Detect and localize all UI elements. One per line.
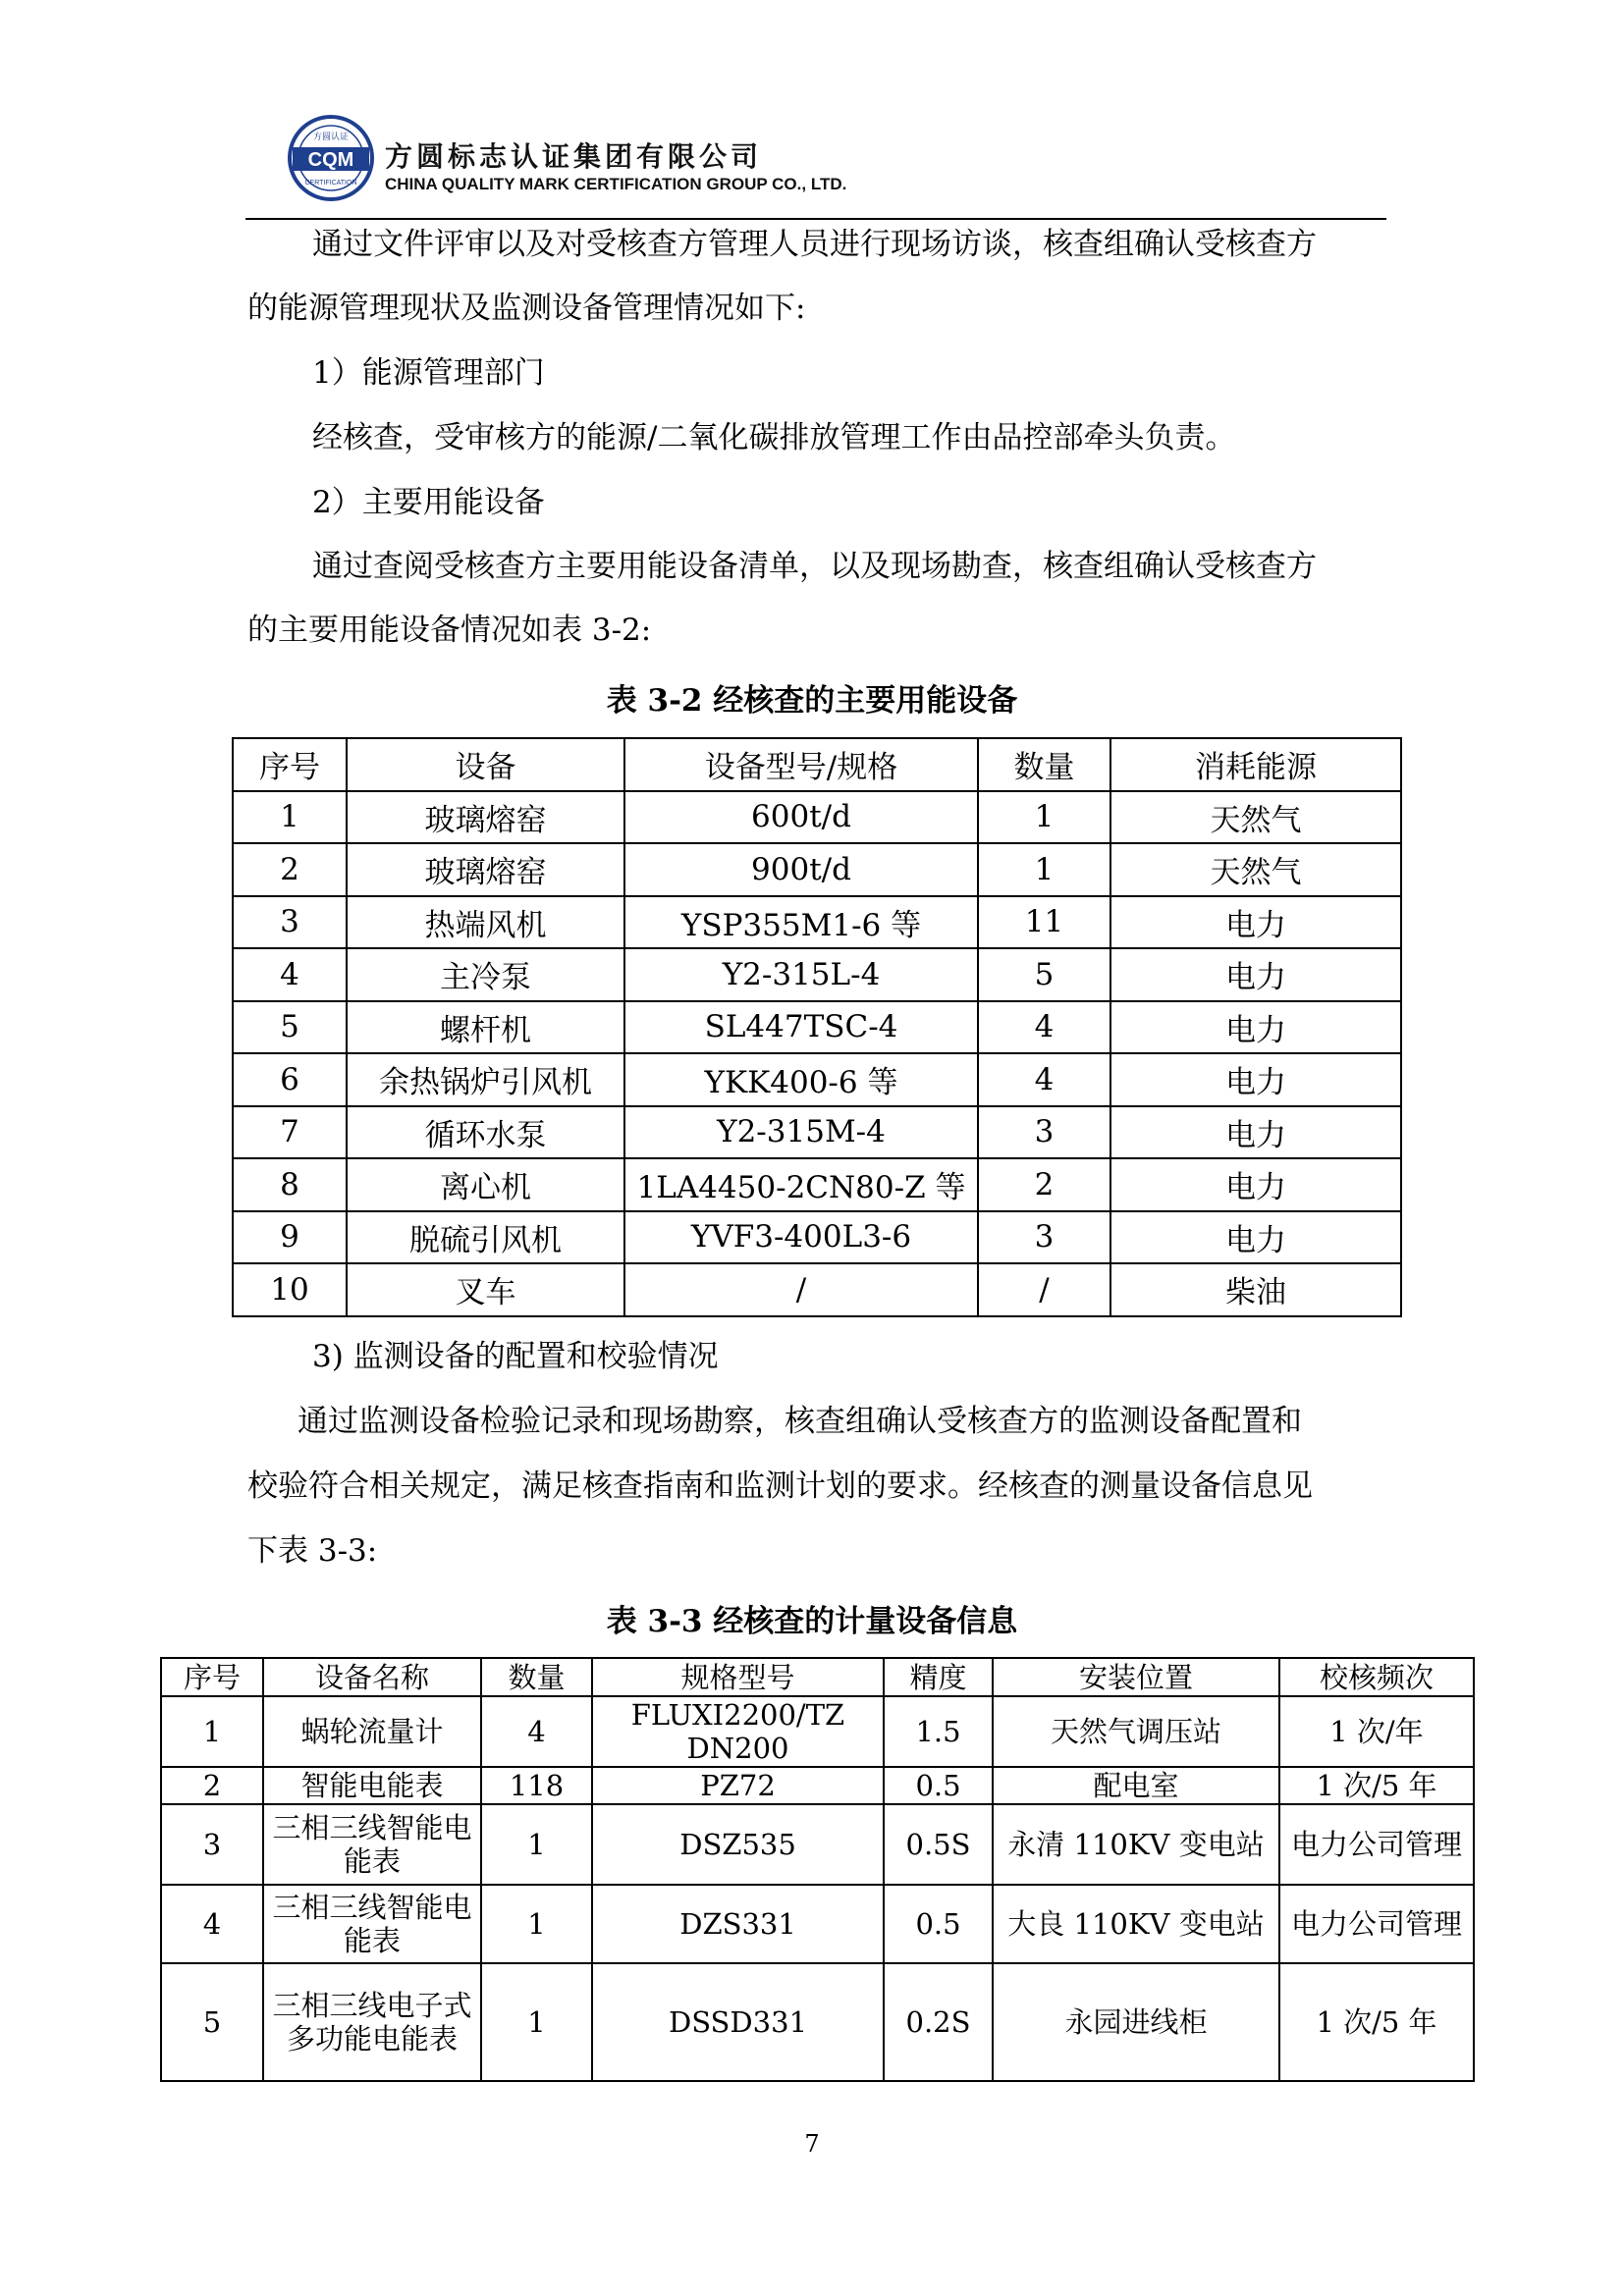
table-cell: 4 bbox=[978, 1053, 1110, 1106]
table-cell: YKK400-6 等 bbox=[624, 1053, 978, 1106]
table-header-row bbox=[233, 738, 1401, 791]
table-cell: DZS331 bbox=[592, 1885, 884, 1963]
table-cell: 1 bbox=[481, 1885, 592, 1963]
table-cell: 1 次/5 年 bbox=[1279, 1767, 1474, 1804]
section-1-title: 1）能源管理部门 bbox=[312, 355, 545, 391]
table-cell: / bbox=[624, 1263, 978, 1316]
table-cell: 1 bbox=[481, 1804, 592, 1885]
table-cell: 4 bbox=[481, 1696, 592, 1767]
table-row bbox=[161, 1767, 1474, 1804]
table-cell: 9 bbox=[233, 1211, 347, 1264]
table-cell: 三相三线智能电能表 bbox=[263, 1885, 481, 1963]
table-3-2-caption: 表 3-2 经核查的主要用能设备 bbox=[606, 683, 1018, 719]
table-cell: 电力 bbox=[1110, 1158, 1401, 1211]
table-cell: 电力 bbox=[1110, 896, 1401, 949]
table-cell: 0.2S bbox=[884, 1963, 993, 2081]
header-cell: 序号 bbox=[161, 1658, 263, 1696]
table-cell: 900t/d bbox=[624, 843, 978, 896]
table-row bbox=[161, 1804, 1474, 1885]
table-cell: 1 次/5 年 bbox=[1279, 1963, 1474, 2081]
header-cell: 消耗能源 bbox=[1110, 738, 1401, 791]
table-row bbox=[233, 1263, 1401, 1316]
table-3-2 bbox=[232, 737, 1402, 1317]
table-cell: 电力 bbox=[1110, 1106, 1401, 1159]
table-cell: PZ72 bbox=[592, 1767, 884, 1804]
header-cell: 设备名称 bbox=[263, 1658, 481, 1696]
table-cell: 2 bbox=[161, 1767, 263, 1804]
table-cell: 4 bbox=[233, 948, 347, 1001]
table-cell: 电力 bbox=[1110, 948, 1401, 1001]
table-cell: 热端风机 bbox=[347, 896, 624, 949]
intro-line-1: 通过文件评审以及对受核查方管理人员进行现场访谈，核查组确认受核查方 bbox=[312, 227, 1317, 262]
table-cell: 10 bbox=[233, 1263, 347, 1316]
table-cell: 1 bbox=[978, 843, 1110, 896]
table-cell: 1 bbox=[161, 1696, 263, 1767]
table-cell: 1 bbox=[481, 1963, 592, 2081]
table-3-3-caption: 表 3-3 经核查的计量设备信息 bbox=[606, 1604, 1018, 1639]
header-cell: 设备 bbox=[347, 738, 624, 791]
table-cell: 螺杆机 bbox=[347, 1001, 624, 1054]
table-cell: 玻璃熔窑 bbox=[347, 791, 624, 844]
table-row bbox=[233, 791, 1401, 844]
table-row bbox=[233, 843, 1401, 896]
cqm-logo bbox=[287, 114, 375, 202]
table-cell: 柴油 bbox=[1110, 1263, 1401, 1316]
table-row bbox=[161, 1885, 1474, 1963]
table-cell: 1 次/年 bbox=[1279, 1696, 1474, 1767]
section-3-title: 3) 监测设备的配置和校验情况 bbox=[312, 1339, 719, 1374]
section-3-line-3: 下表 3-3: bbox=[247, 1533, 378, 1569]
header-cell: 序号 bbox=[233, 738, 347, 791]
company-name-cn: 方圆标志认证集团有限公司 bbox=[385, 140, 763, 173]
section-3-line-2: 校验符合相关规定，满足核查指南和监测计划的要求。经核查的测量设备信息见 bbox=[247, 1468, 1313, 1504]
table-cell: YVF3-400L3-6 bbox=[624, 1211, 978, 1264]
table-cell: 3 bbox=[233, 896, 347, 949]
header-cell: 精度 bbox=[884, 1658, 993, 1696]
table-cell: 天然气 bbox=[1110, 791, 1401, 844]
table-row bbox=[233, 948, 1401, 1001]
table-cell: 11 bbox=[978, 896, 1110, 949]
table-header-row bbox=[161, 1658, 1474, 1696]
table-cell: 600t/d bbox=[624, 791, 978, 844]
table-cell: DSZ535 bbox=[592, 1804, 884, 1885]
table-cell: 5 bbox=[233, 1001, 347, 1054]
table-cell: 4 bbox=[161, 1885, 263, 1963]
table-cell: 余热锅炉引风机 bbox=[347, 1053, 624, 1106]
table-cell: YSP355M1-6 等 bbox=[624, 896, 978, 949]
table-cell: 脱硫引风机 bbox=[347, 1211, 624, 1264]
table-cell: 电力公司管理 bbox=[1279, 1804, 1474, 1885]
section-2-title: 2）主要用能设备 bbox=[312, 485, 545, 520]
table-cell: 5 bbox=[978, 948, 1110, 1001]
table-cell: 3 bbox=[978, 1211, 1110, 1264]
table-cell: SL447TSC-4 bbox=[624, 1001, 978, 1054]
table-cell: 电力公司管理 bbox=[1279, 1885, 1474, 1963]
table-cell: 0.5S bbox=[884, 1804, 993, 1885]
table-3-3 bbox=[160, 1657, 1475, 2082]
svg-text:方圆认证: 方圆认证 bbox=[312, 133, 350, 142]
table-cell: 配电室 bbox=[993, 1767, 1279, 1804]
table-row bbox=[233, 1053, 1401, 1106]
table-cell: 三相三线电子式多功能电能表 bbox=[263, 1963, 481, 2081]
table-cell: 3 bbox=[978, 1106, 1110, 1159]
table-cell: 天然气调压站 bbox=[993, 1696, 1279, 1767]
table-cell: 电力 bbox=[1110, 1001, 1401, 1054]
table-cell: 1 bbox=[233, 791, 347, 844]
page-header bbox=[287, 108, 1386, 216]
table-cell: 天然气 bbox=[1110, 843, 1401, 896]
table-cell: Y2-315L-4 bbox=[624, 948, 978, 1001]
table-cell: DSSD331 bbox=[592, 1963, 884, 2081]
header-cell: 设备型号/规格 bbox=[624, 738, 978, 791]
table-cell: FLUXI2200/TZ DN200 bbox=[592, 1696, 884, 1767]
svg-text:CQM: CQM bbox=[307, 149, 354, 171]
table-row bbox=[233, 1158, 1401, 1211]
table-cell: / bbox=[978, 1263, 1110, 1316]
table-cell: 大良 110KV 变电站 bbox=[993, 1885, 1279, 1963]
table-cell: 8 bbox=[233, 1158, 347, 1211]
table-cell: 电力 bbox=[1110, 1053, 1401, 1106]
table-cell: 5 bbox=[161, 1963, 263, 2081]
table-cell: 118 bbox=[481, 1767, 592, 1804]
header-cell: 数量 bbox=[481, 1658, 592, 1696]
table-cell: 1LA4450-2CN80-Z 等 bbox=[624, 1158, 978, 1211]
table-row bbox=[233, 1001, 1401, 1054]
svg-text:CERTIFICATION: CERTIFICATION bbox=[304, 180, 357, 187]
table-row bbox=[233, 896, 1401, 949]
table-cell: 蜗轮流量计 bbox=[263, 1696, 481, 1767]
table-cell: 电力 bbox=[1110, 1211, 1401, 1264]
table-cell: 4 bbox=[978, 1001, 1110, 1054]
table-row bbox=[233, 1211, 1401, 1264]
page-number: 7 bbox=[804, 2130, 820, 2158]
table-cell: 2 bbox=[978, 1158, 1110, 1211]
section-2-line-2: 的主要用能设备情况如表 3-2: bbox=[247, 613, 652, 648]
table-cell: 0.5 bbox=[884, 1885, 993, 1963]
table-cell: 主冷泵 bbox=[347, 948, 624, 1001]
table-cell: 7 bbox=[233, 1106, 347, 1159]
table-cell: 永园进线柜 bbox=[993, 1963, 1279, 2081]
table-row bbox=[233, 1106, 1401, 1159]
table-row bbox=[161, 1696, 1474, 1767]
intro-line-2: 的能源管理现状及监测设备管理情况如下: bbox=[247, 291, 806, 326]
table-cell: 叉车 bbox=[347, 1263, 624, 1316]
table-cell: 智能电能表 bbox=[263, 1767, 481, 1804]
table-cell: 三相三线智能电能表 bbox=[263, 1804, 481, 1885]
table-cell: 离心机 bbox=[347, 1158, 624, 1211]
company-name-en: CHINA QUALITY MARK CERTIFICATION GROUP CO., LTD. bbox=[385, 175, 847, 193]
header-cell: 校核频次 bbox=[1279, 1658, 1474, 1696]
table-cell: 1.5 bbox=[884, 1696, 993, 1767]
table-cell: 循环水泵 bbox=[347, 1106, 624, 1159]
table-cell: 1 bbox=[978, 791, 1110, 844]
header-cell: 安装位置 bbox=[993, 1658, 1279, 1696]
table-cell: 2 bbox=[233, 843, 347, 896]
section-3-line-1: 通过监测设备检验记录和现场勘察，核查组确认受核查方的监测设备配置和 bbox=[298, 1404, 1302, 1439]
header-divider bbox=[245, 218, 1386, 220]
table-cell: 0.5 bbox=[884, 1767, 993, 1804]
table-cell: 6 bbox=[233, 1053, 347, 1106]
table-cell: Y2-315M-4 bbox=[624, 1106, 978, 1159]
table-cell: 3 bbox=[161, 1804, 263, 1885]
section-1-text: 经核查，受审核方的能源/二氧化碳排放管理工作由品控部牵头负责。 bbox=[312, 420, 1236, 455]
header-cell: 数量 bbox=[978, 738, 1110, 791]
table-cell: 永清 110KV 变电站 bbox=[993, 1804, 1279, 1885]
section-2-line-1: 通过查阅受核查方主要用能设备清单，以及现场勘查，核查组确认受核查方 bbox=[312, 549, 1317, 584]
table-row bbox=[161, 1963, 1474, 2081]
table-cell: 玻璃熔窑 bbox=[347, 843, 624, 896]
header-cell: 规格型号 bbox=[592, 1658, 884, 1696]
